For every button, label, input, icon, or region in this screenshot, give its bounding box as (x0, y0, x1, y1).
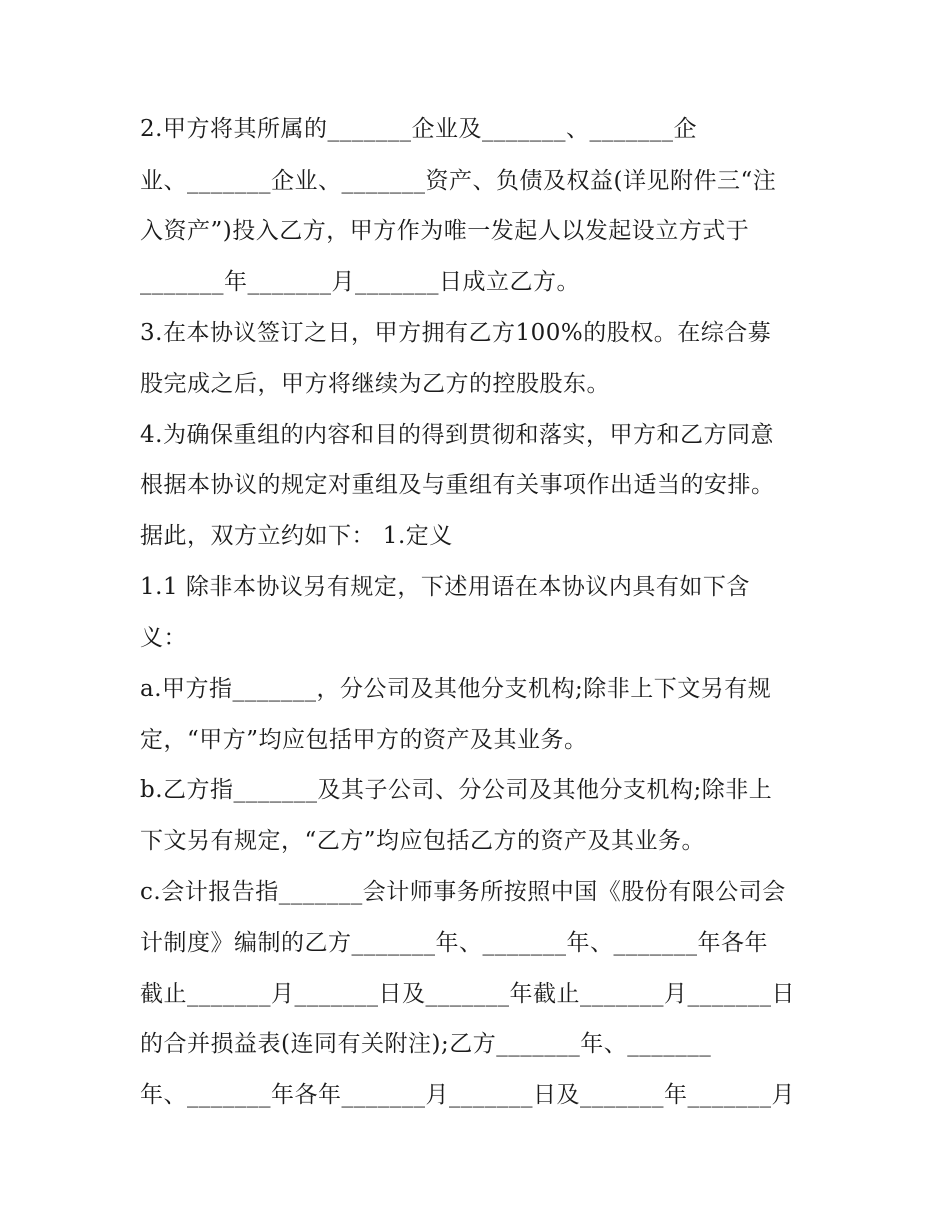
text-line: a.甲方指_______，分公司及其他分支机构;除非上下文另有规 (140, 676, 772, 702)
text-line: 定，“甲方”均应包括甲方的资产及其业务。 (140, 727, 588, 753)
text-line: 业、_______企业、_______资产、负债及权益(详见附件三“注 (140, 168, 777, 194)
text-line: 据此，双方立约如下： 1.定义 (140, 523, 453, 549)
text-line: c.会计报告指_______会计师事务所按照中国《股份有限公司会 (140, 879, 786, 905)
text-line: 根据本协议的规定对重组及与重组有关事项作出适当的安排。 (140, 472, 775, 498)
text-line: 的合并损益表(连同有关附注);乙方_______年、_______ (140, 1031, 712, 1057)
text-line: 1.1 除非本协议另有规定，下述用语在本协议内具有如下含 (140, 574, 750, 600)
text-line: 截止_______月_______日及_______年截止_______月_______日 (140, 981, 795, 1007)
text-line: 入资产”)投入乙方，甲方作为唯一发起人以发起设立方式于 (140, 218, 750, 244)
text-line: 下文另有规定，“乙方”均应包括乙方的资产及其业务。 (140, 828, 706, 854)
text-line: 3.在本协议签订之日，甲方拥有乙方100%的股权。在综合募 (140, 320, 772, 346)
text-line: 计制度》编制的乙方_______年、_______年、_______年各年 (140, 930, 768, 956)
text-line: _______年_______月_______日成立乙方。 (140, 269, 580, 295)
text-line: 义： (140, 625, 187, 651)
text-line: b.乙方指_______及其子公司、分公司及其他分支机构;除非上 (140, 777, 773, 803)
text-line: 年、_______年各年_______月_______日及_______年_______月 (140, 1082, 795, 1108)
text-line: 2.甲方将其所属的_______企业及_______、_______企 (140, 116, 697, 142)
text-line: 4.为确保重组的内容和目的得到贯彻和落实，甲方和乙方同意 (140, 422, 774, 448)
text-line: 股完成之后，甲方将继续为乙方的控股股东。 (140, 371, 610, 397)
